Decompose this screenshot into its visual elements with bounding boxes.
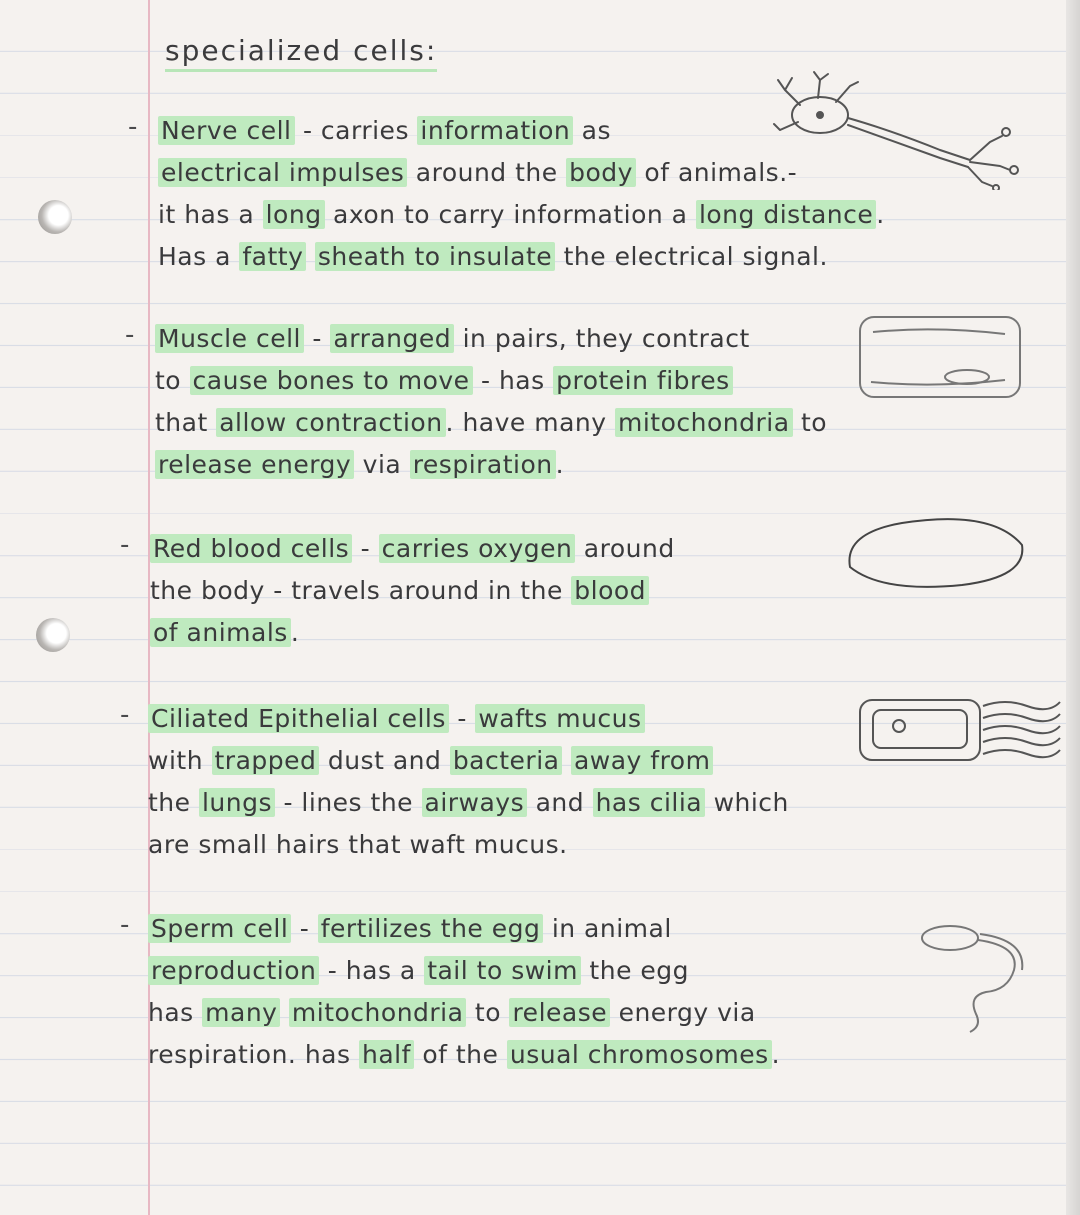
note-text: of the bbox=[413, 1040, 507, 1069]
note-line bbox=[148, 740, 789, 782]
section-red-blood-cells bbox=[120, 528, 675, 654]
highlighted-text: allow contraction bbox=[216, 408, 445, 437]
section-sperm-cell bbox=[120, 908, 781, 1076]
note-line bbox=[148, 908, 780, 950]
highlighted-text: release energy bbox=[155, 450, 354, 479]
note-text: . bbox=[771, 1040, 781, 1069]
sperm-cell-sketch bbox=[910, 918, 1040, 1038]
note-text: the egg bbox=[580, 956, 690, 985]
highlighted-text: Sperm cell bbox=[148, 914, 291, 943]
note-text: of animals.- bbox=[635, 158, 798, 187]
note-line bbox=[155, 444, 827, 486]
note-line bbox=[150, 570, 675, 612]
highlighted-text: airways bbox=[422, 788, 528, 817]
note-text: axon to carry information a bbox=[324, 200, 696, 229]
note-line bbox=[155, 360, 827, 402]
bullet-dash: - bbox=[128, 112, 138, 142]
note-line bbox=[158, 236, 885, 278]
note-text bbox=[562, 746, 570, 775]
note-text bbox=[280, 998, 288, 1027]
note-text: it has a bbox=[158, 200, 263, 229]
note-line bbox=[148, 782, 789, 824]
highlighted-text: tail to swim bbox=[424, 956, 581, 985]
note-text: . have many bbox=[445, 408, 615, 437]
highlighted-text: has cilia bbox=[593, 788, 706, 817]
note-text: - bbox=[448, 704, 476, 733]
note-text: has bbox=[148, 998, 203, 1027]
note-text: as bbox=[573, 116, 612, 145]
note-text: that bbox=[155, 408, 217, 437]
highlighted-text: respiration bbox=[410, 450, 556, 479]
note-text: to bbox=[466, 998, 510, 1027]
note-line bbox=[158, 194, 885, 236]
note-text: and bbox=[527, 788, 593, 817]
ciliated-cell-sketch bbox=[855, 690, 1065, 775]
bullet-dash: - bbox=[125, 320, 135, 350]
note-text bbox=[306, 242, 314, 271]
note-text: with bbox=[148, 746, 212, 775]
note-line bbox=[148, 1034, 780, 1076]
note-text: - has bbox=[472, 366, 554, 395]
note-text: . bbox=[555, 450, 565, 479]
binder-hole-top bbox=[38, 200, 72, 234]
note-text: around bbox=[575, 534, 675, 563]
highlighted-text: fatty bbox=[239, 242, 306, 271]
highlighted-text: electrical impulses bbox=[158, 158, 407, 187]
note-text: in pairs, they contract bbox=[454, 324, 750, 353]
highlighted-text: long distance bbox=[696, 200, 876, 229]
note-text: around the bbox=[407, 158, 567, 187]
highlighted-text: reproduction bbox=[148, 956, 319, 985]
highlighted-text: Ciliated Epithelial cells bbox=[148, 704, 449, 733]
highlighted-text: Nerve cell bbox=[158, 116, 295, 145]
binder-hole-bottom bbox=[36, 618, 70, 652]
red-blood-cell-sketch bbox=[842, 515, 1032, 595]
bullet-dash: - bbox=[120, 700, 130, 730]
note-line bbox=[155, 402, 827, 444]
highlighted-text: body bbox=[566, 158, 636, 187]
note-text: respiration. has bbox=[148, 1040, 359, 1069]
note-text: to bbox=[792, 408, 828, 437]
note-line bbox=[148, 824, 789, 866]
note-line bbox=[148, 992, 780, 1034]
highlighted-text: fertilizes the egg bbox=[318, 914, 544, 943]
note-text: . bbox=[876, 200, 885, 229]
highlighted-text: bacteria bbox=[450, 746, 563, 775]
highlighted-text: information bbox=[417, 116, 573, 145]
highlighted-text: protein fibres bbox=[553, 366, 733, 395]
highlighted-text: away from bbox=[571, 746, 714, 775]
note-text: the electrical signal. bbox=[555, 242, 828, 271]
nerve-cell-sketch bbox=[770, 70, 1040, 190]
highlighted-text: carries oxygen bbox=[379, 534, 576, 563]
highlighted-text: sheath to insulate bbox=[315, 242, 555, 271]
section-muscle-cell bbox=[125, 318, 828, 486]
note-text: via bbox=[354, 450, 410, 479]
page-title: specialized cells: bbox=[165, 34, 437, 72]
note-text: energy via bbox=[610, 998, 756, 1027]
highlighted-text: cause bones to move bbox=[190, 366, 473, 395]
note-text: - has a bbox=[319, 956, 425, 985]
highlighted-text: blood bbox=[571, 576, 649, 605]
muscle-cell-sketch bbox=[855, 312, 1030, 407]
highlighted-text: mitochondria bbox=[289, 998, 467, 1027]
note-text: the bbox=[148, 788, 199, 817]
note-line bbox=[155, 318, 827, 360]
highlighted-text: Red blood cells bbox=[150, 534, 352, 563]
note-line bbox=[148, 950, 780, 992]
highlighted-text: many bbox=[202, 998, 280, 1027]
note-text: to bbox=[155, 366, 190, 395]
note-line bbox=[150, 528, 675, 570]
highlighted-text: Muscle cell bbox=[155, 324, 304, 353]
note-text: - lines the bbox=[275, 788, 422, 817]
note-text: - bbox=[352, 534, 379, 563]
bullet-dash: - bbox=[120, 910, 130, 940]
note-text: which bbox=[705, 788, 789, 817]
note-text: dust and bbox=[319, 746, 450, 775]
note-text: are small hairs that waft mucus. bbox=[148, 830, 568, 859]
highlighted-text: lungs bbox=[199, 788, 275, 817]
highlighted-text: mitochondria bbox=[615, 408, 793, 437]
note-text: - bbox=[303, 324, 331, 353]
note-text: - carries bbox=[294, 116, 418, 145]
note-text: - bbox=[291, 914, 318, 943]
note-text: the body - travels around in the bbox=[150, 576, 572, 605]
page-edge bbox=[1066, 0, 1080, 1215]
note-text: in animal bbox=[543, 914, 672, 943]
bullet-dash: - bbox=[120, 530, 130, 560]
highlighted-text: release bbox=[509, 998, 610, 1027]
highlighted-text: long bbox=[263, 200, 325, 229]
highlighted-text: trapped bbox=[212, 746, 320, 775]
highlighted-text: half bbox=[359, 1040, 414, 1069]
highlighted-text: of animals bbox=[150, 618, 291, 647]
highlighted-text: arranged bbox=[330, 324, 454, 353]
note-line bbox=[150, 612, 675, 654]
note-text: . bbox=[290, 618, 300, 647]
note-text: Has a bbox=[158, 242, 240, 271]
highlighted-text: usual chromosomes bbox=[507, 1040, 772, 1069]
note-line bbox=[148, 698, 789, 740]
highlighted-text: wafts mucus bbox=[475, 704, 644, 733]
section-ciliated-epithelial-cells bbox=[120, 698, 789, 866]
